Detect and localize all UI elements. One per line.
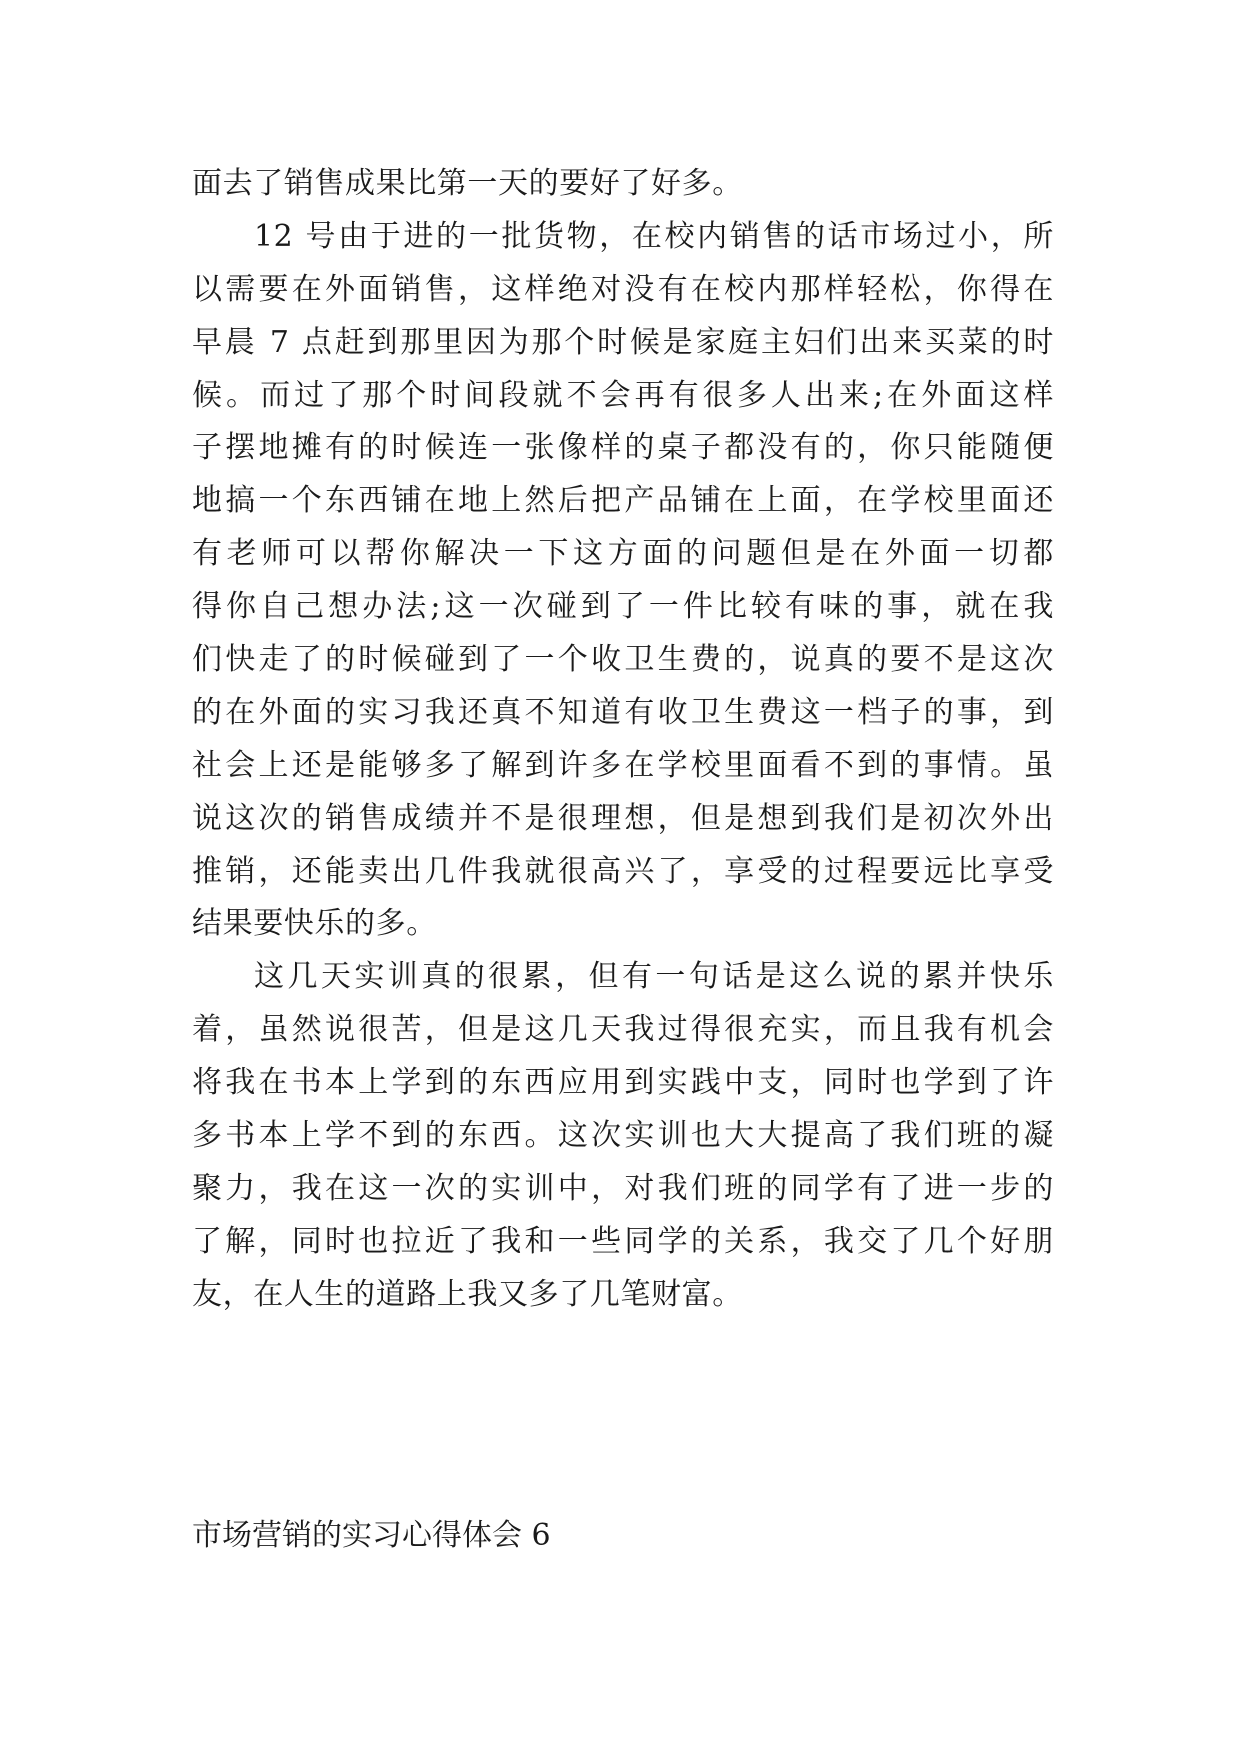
paragraph-line: 将我在书本上学到的东西应用到实践中支，同时也学到了许 xyxy=(192,1065,1054,1101)
paragraph-line: 12 号由于进的一批货物，在校内销售的话市场过小，所 xyxy=(254,218,1054,254)
body-text xyxy=(192,158,1054,1322)
paragraph-line: 这几天实训真的很累，但有一句话是这么说的累并快乐 xyxy=(254,959,1054,995)
paragraph-line: 得你自己想办法;这一次碰到了一件比较有味的事，就在我 xyxy=(192,589,1054,625)
paragraph-line: 的在外面的实习我还真不知道有收卫生费这一档子的事，到 xyxy=(192,694,1054,730)
paragraph-line: 说这次的销售成绩并不是很理想，但是想到我们是初次外出 xyxy=(192,800,1054,836)
paragraph-line: 早晨 7 点赶到那里因为那个时候是家庭主妇们出来买菜的时 xyxy=(192,324,1054,360)
paragraph-line: 多书本上学不到的东西。这次实训也大大提高了我们班的凝 xyxy=(192,1118,1054,1154)
paragraph-line: 以需要在外面销售，这样绝对没有在校内那样轻松，你得在 xyxy=(192,271,1054,307)
paragraph-line: 面去了销售成果比第一天的要好了好多。 xyxy=(192,166,743,201)
paragraph-line: 着，虽然说很苦，但是这几天我过得很充实，而且我有机会 xyxy=(192,1012,1054,1048)
paragraph-line: 有老师可以帮你解决一下这方面的问题但是在外面一切都 xyxy=(192,536,1054,572)
paragraph-line: 了解，同时也拉近了我和一些同学的关系，我交了几个好朋 xyxy=(192,1223,1054,1259)
paragraph-line: 友，在人生的道路上我又多了几笔财富。 xyxy=(192,1276,743,1312)
paragraph-line: 推销，还能卖出几件我就很高兴了，享受的过程要远比享受 xyxy=(192,853,1054,889)
paragraph-line: 社会上还是能够多了解到许多在学校里面看不到的事情。虽 xyxy=(192,747,1054,783)
paragraph-line: 们快走了的时候碰到了一个收卫生费的，说真的要不是这次 xyxy=(192,642,1054,678)
paragraph-line: 子摆地摊有的时候连一张像样的桌子都没有的，你只能随便 xyxy=(192,430,1054,466)
paragraph-line: 地搞一个东西铺在地上然后把产品铺在上面，在学校里面还 xyxy=(192,483,1054,519)
section-heading: 市场营销的实习心得体会 6 xyxy=(192,1518,551,1553)
paragraph-line: 结果要快乐的多。 xyxy=(192,906,437,942)
paragraph-line: 聚力，我在这一次的实训中，对我们班的同学有了进一步的 xyxy=(192,1170,1054,1206)
paragraph-line: 候。而过了那个时间段就不会再有很多人出来;在外面这样 xyxy=(192,377,1054,413)
